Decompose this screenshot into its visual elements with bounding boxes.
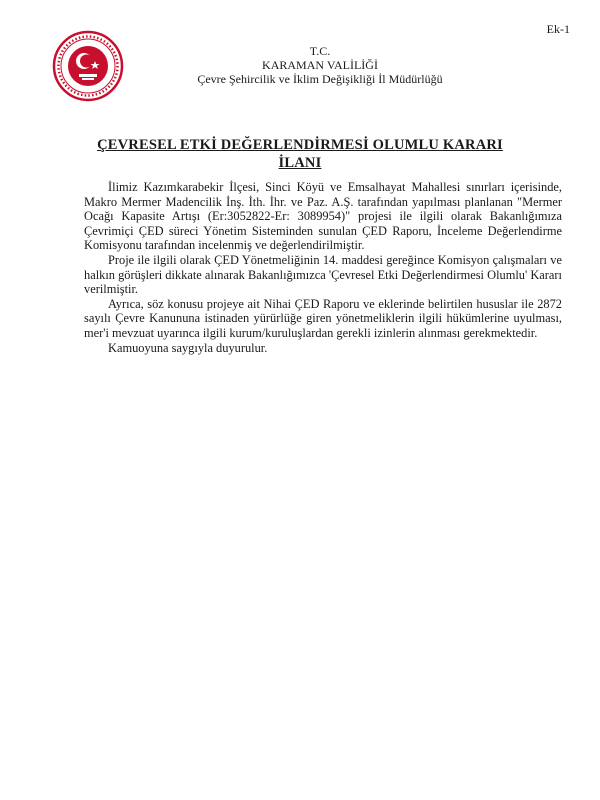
ministry-seal-icon (52, 30, 124, 102)
paragraph-1: İlimiz Kazımkarabekir İlçesi, Sinci Köyü ve Emsalhayat Mahallesi sınırları içerisinde, Makro Mermer Madencilik İnş. İth. İhr. ve Paz. A.Ş. tarafından yapılması planlanan "Mermer Ocağı Kapasite Artışı (Er:3052822-Er: 3089954)" projesi ile ilgili olarak Bakanlığımıza Çevrimiçi ÇED süreci Yönetim Sisteminden sunulan ÇED Raporu, İnceleme Değerlendirme Komisyonu tarafından incelenmiş ve değerlendirilmiştir. (84, 180, 562, 253)
paragraph-4: Kamuoyuna saygıyla duyurulur. (108, 340, 268, 355)
letterhead-directorate: Çevre Şehircilik ve İklim Değişikliği İl Müdürlüğü (197, 72, 443, 86)
title-line-2: İLANI (278, 155, 322, 171)
letterhead-country: T.C. (309, 44, 331, 58)
document-body (84, 180, 562, 355)
document-title (60, 136, 540, 172)
paragraph-2: Proje ile ilgili olarak ÇED Yönetmeliğinin 14. maddesi gereğince Komisyon çalışmaları ve halkın görüşleri dikkate alınarak Bakanlığımızca 'Çevresel Etki Değerlendirmesi Olumlu' Kararı verilmiştir. (84, 252, 562, 297)
annex-label: Ek-1 (546, 22, 570, 36)
paragraph-3: Ayrıca, söz konusu projeye ait Nihai ÇED Raporu ve eklerinde belirtilen hususlar ile 2872 sayılı Çevre Kanununa istinaden yürürlüğe giren yönetmeliklerin ilgili hükümlerine uyulması, mer'i mevzuat uyarınca ilgili kurum/kuruluşlardan gerekli izinlerin alınması gerekmektedir. (84, 296, 562, 340)
letterhead-governorship: KARAMAN VALİLİĞİ (262, 58, 378, 72)
title-line-1: ÇEVRESEL ETKİ DEĞERLENDİRMESİ OLUMLU KARARI (97, 137, 503, 153)
letterhead (130, 44, 510, 86)
